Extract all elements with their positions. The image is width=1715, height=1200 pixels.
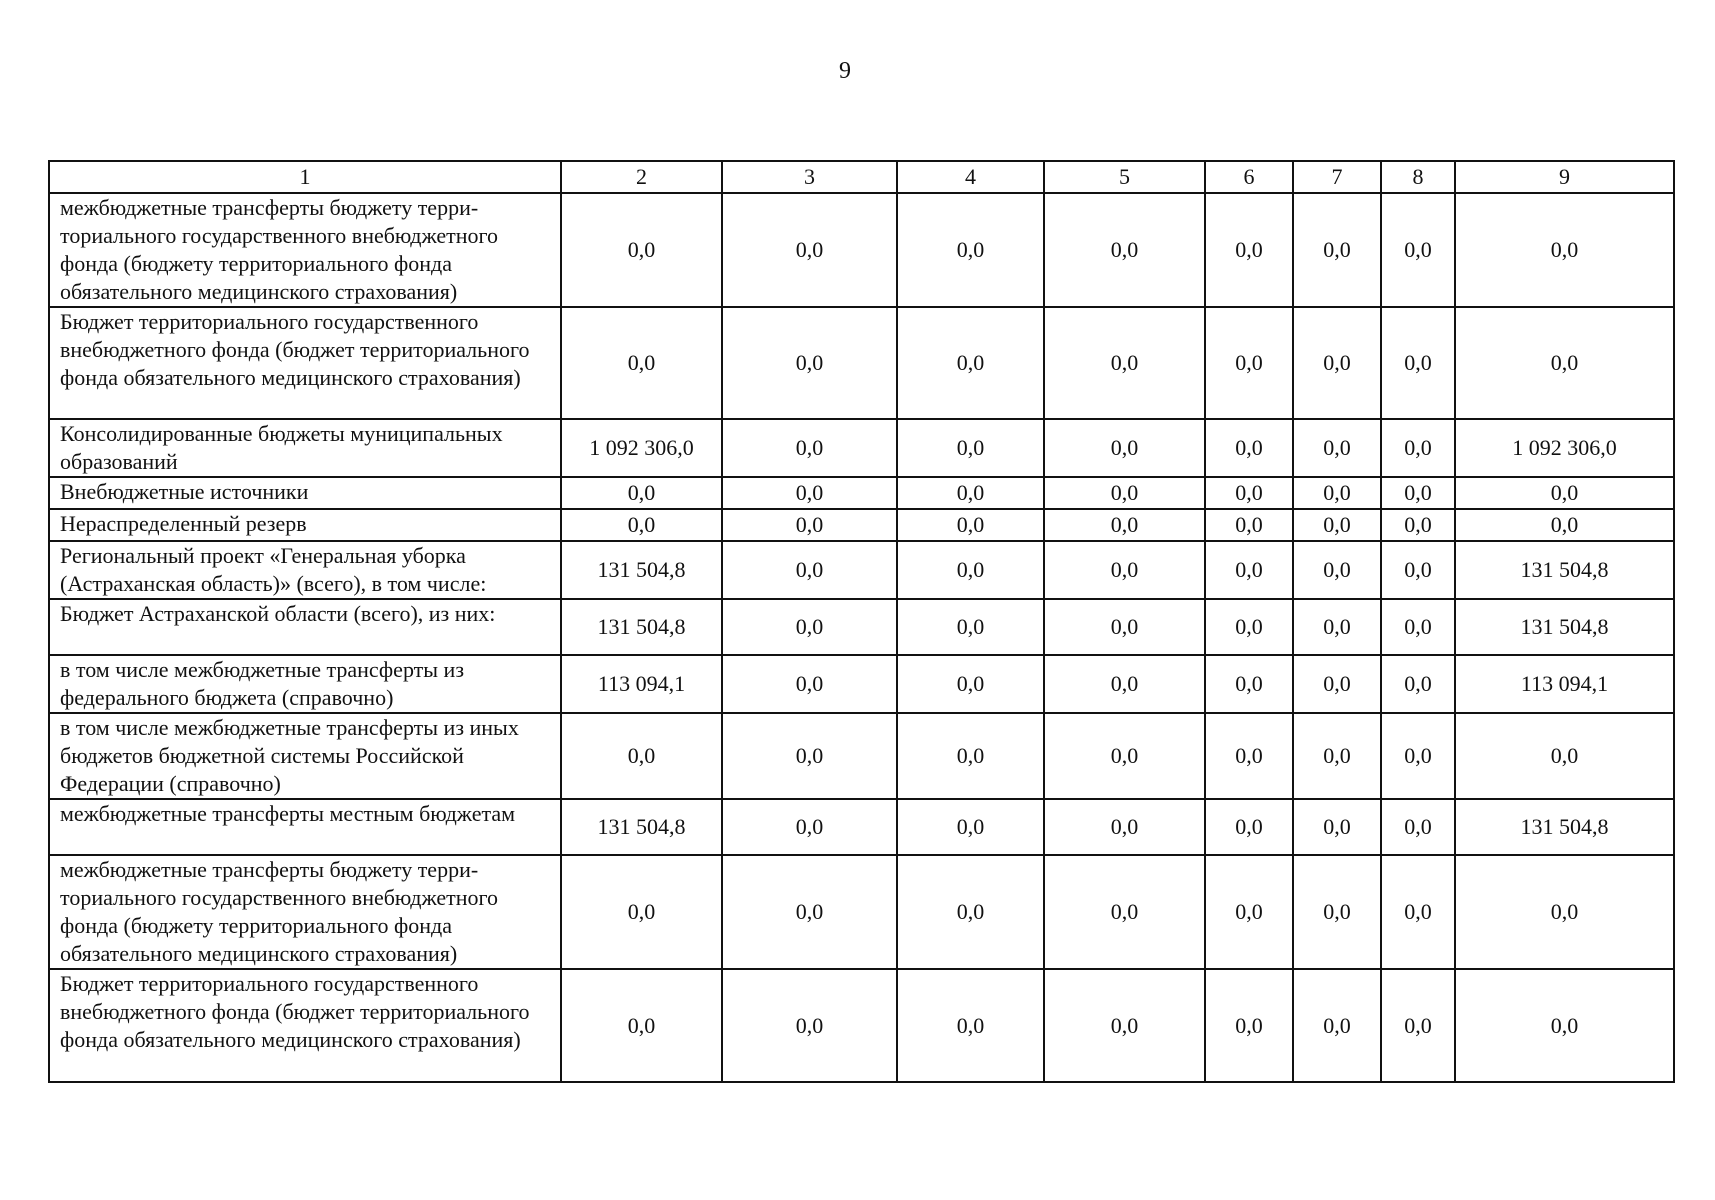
column-header: 6: [1205, 161, 1293, 193]
table-cell: 0,0: [1381, 713, 1455, 799]
table-cell: 0,0: [1381, 307, 1455, 419]
table-cell: 0,0: [897, 477, 1044, 509]
table-cell: 0,0: [1205, 855, 1293, 969]
row-label: Внебюджетные источники: [49, 477, 561, 509]
table-cell: 0,0: [722, 509, 897, 541]
table-row: [49, 419, 1674, 477]
row-label: Консолидированные бюджеты муниципальных образований: [49, 419, 561, 477]
table-cell: 0,0: [1205, 969, 1293, 1082]
table-cell: 0,0: [1044, 193, 1205, 307]
table-cell: 131 504,8: [561, 799, 722, 855]
table-cell: 0,0: [722, 307, 897, 419]
table-cell: 0,0: [561, 855, 722, 969]
table-cell: 0,0: [1293, 509, 1381, 541]
table-cell: 0,0: [1044, 799, 1205, 855]
column-header: 9: [1455, 161, 1674, 193]
row-label: Бюджет территориального государственного внебюджетного фонда (бюджет территориального фонда обязательного медицинского страхования): [49, 969, 561, 1082]
table-cell: 0,0: [1381, 509, 1455, 541]
table-cell: 0,0: [1205, 541, 1293, 599]
table-row: [49, 307, 1674, 419]
table-cell: 0,0: [1044, 419, 1205, 477]
table-cell: 0,0: [561, 509, 722, 541]
table-cell: 0,0: [1044, 655, 1205, 713]
table-cell: 0,0: [1293, 193, 1381, 307]
table-cell: 0,0: [722, 799, 897, 855]
table-cell: 0,0: [722, 541, 897, 599]
column-header: 4: [897, 161, 1044, 193]
row-label: Региональный проект «Генеральная уборка (Астраханская область)» (всего), в том числе:: [49, 541, 561, 599]
table-cell: 0,0: [1044, 855, 1205, 969]
table-cell: 0,0: [561, 307, 722, 419]
table-cell: 0,0: [1381, 969, 1455, 1082]
table-cell: 0,0: [1381, 799, 1455, 855]
table-cell: 1 092 306,0: [561, 419, 722, 477]
table-cell: 0,0: [1455, 713, 1674, 799]
table-cell: 0,0: [1044, 599, 1205, 655]
table-row: [49, 969, 1674, 1082]
table-cell: 0,0: [897, 599, 1044, 655]
row-label: Бюджет территориального государственного внебюджетного фонда (бюджет территориального фонда обязательного медицинского страхования): [49, 307, 561, 419]
table-cell: 0,0: [897, 419, 1044, 477]
row-label: в том числе межбюджетные трансферты из федерального бюджета (справочно): [49, 655, 561, 713]
table-cell: 0,0: [1455, 307, 1674, 419]
table-cell: 0,0: [1293, 969, 1381, 1082]
table-cell: 0,0: [1293, 655, 1381, 713]
table-cell: 0,0: [1455, 855, 1674, 969]
table-cell: 0,0: [1205, 599, 1293, 655]
table-cell: 0,0: [722, 193, 897, 307]
table-cell: 113 094,1: [561, 655, 722, 713]
table-row: [49, 477, 1674, 509]
table-cell: 0,0: [1455, 509, 1674, 541]
table-cell: 0,0: [1044, 969, 1205, 1082]
table-cell: 0,0: [1455, 477, 1674, 509]
table-cell: 0,0: [1293, 713, 1381, 799]
column-header: 1: [49, 161, 561, 193]
row-label: Нераспределенный резерв: [49, 509, 561, 541]
table-cell: 0,0: [1381, 655, 1455, 713]
table-cell: 131 504,8: [1455, 599, 1674, 655]
table-cell: 0,0: [1293, 541, 1381, 599]
table-cell: 131 504,8: [561, 599, 722, 655]
table-cell: 131 504,8: [1455, 541, 1674, 599]
column-header: 8: [1381, 161, 1455, 193]
row-label: Бюджет Астраханской области (всего), из них:: [49, 599, 561, 655]
table-cell: 0,0: [1293, 599, 1381, 655]
table-cell: 0,0: [1293, 477, 1381, 509]
table-row: [49, 855, 1674, 969]
table-cell: 131 504,8: [561, 541, 722, 599]
table-row: [49, 541, 1674, 599]
table-cell: 0,0: [1205, 799, 1293, 855]
table-header-row: [49, 161, 1674, 193]
table-row: [49, 799, 1674, 855]
column-header: 5: [1044, 161, 1205, 193]
table-cell: 0,0: [897, 541, 1044, 599]
table-cell: 0,0: [1205, 713, 1293, 799]
row-label: межбюджетные трансферты бюджету территориального государственного внебюджетного фонда (бюджету территориального фонда обязательного медицинского страхования): [49, 193, 561, 307]
table-cell: 0,0: [561, 193, 722, 307]
table-cell: 0,0: [1293, 799, 1381, 855]
budget-table: [48, 160, 1675, 1083]
table-cell: 0,0: [897, 713, 1044, 799]
table-cell: 0,0: [561, 713, 722, 799]
table-cell: 0,0: [1293, 307, 1381, 419]
table-cell: 1 092 306,0: [1455, 419, 1674, 477]
row-label: в том числе межбюджетные трансферты из иных бюджетов бюджетной системы Российской Федерации (справочно): [49, 713, 561, 799]
table-cell: 0,0: [1455, 969, 1674, 1082]
table-cell: 0,0: [722, 419, 897, 477]
table-row: [49, 599, 1674, 655]
table-cell: 0,0: [1381, 541, 1455, 599]
table-cell: 0,0: [722, 969, 897, 1082]
table-cell: 0,0: [1293, 855, 1381, 969]
table-cell: 0,0: [1205, 307, 1293, 419]
table-row: [49, 509, 1674, 541]
table-row: [49, 655, 1674, 713]
table-cell: 0,0: [897, 799, 1044, 855]
table-cell: 113 094,1: [1455, 655, 1674, 713]
table-cell: 0,0: [561, 477, 722, 509]
table-cell: 131 504,8: [1455, 799, 1674, 855]
table-cell: 0,0: [722, 477, 897, 509]
table-cell: 0,0: [1205, 655, 1293, 713]
table-cell: 0,0: [1044, 509, 1205, 541]
table-cell: 0,0: [1205, 509, 1293, 541]
table-row: [49, 193, 1674, 307]
table-cell: 0,0: [1381, 855, 1455, 969]
table-cell: 0,0: [897, 307, 1044, 419]
table-cell: 0,0: [1044, 541, 1205, 599]
row-label: межбюджетные трансферты бюджету территориального государственного внебюджетного фонда (бюджету территориального фонда обязательного медицинского страхования): [49, 855, 561, 969]
table-cell: 0,0: [1381, 599, 1455, 655]
page-number: 9: [839, 58, 851, 84]
column-header: 3: [722, 161, 897, 193]
table-row: [49, 713, 1674, 799]
table-cell: 0,0: [722, 713, 897, 799]
column-header: 2: [561, 161, 722, 193]
table-cell: 0,0: [897, 509, 1044, 541]
table-cell: 0,0: [1205, 477, 1293, 509]
table-cell: 0,0: [1205, 419, 1293, 477]
table-body: [49, 193, 1674, 1082]
table-cell: 0,0: [1381, 193, 1455, 307]
table-cell: 0,0: [1381, 477, 1455, 509]
table-cell: 0,0: [722, 855, 897, 969]
table-cell: 0,0: [1044, 477, 1205, 509]
table-cell: 0,0: [897, 855, 1044, 969]
table-cell: 0,0: [1044, 713, 1205, 799]
table-cell: 0,0: [1044, 307, 1205, 419]
table-cell: 0,0: [1381, 419, 1455, 477]
table-cell: 0,0: [561, 969, 722, 1082]
table-cell: 0,0: [722, 599, 897, 655]
table-cell: 0,0: [897, 193, 1044, 307]
table-cell: 0,0: [722, 655, 897, 713]
table-cell: 0,0: [1205, 193, 1293, 307]
row-label: межбюджетные трансферты местным бюджетам: [49, 799, 561, 855]
table-cell: 0,0: [897, 655, 1044, 713]
column-header: 7: [1293, 161, 1381, 193]
table-cell: 0,0: [897, 969, 1044, 1082]
table-cell: 0,0: [1293, 419, 1381, 477]
table-cell: 0,0: [1455, 193, 1674, 307]
